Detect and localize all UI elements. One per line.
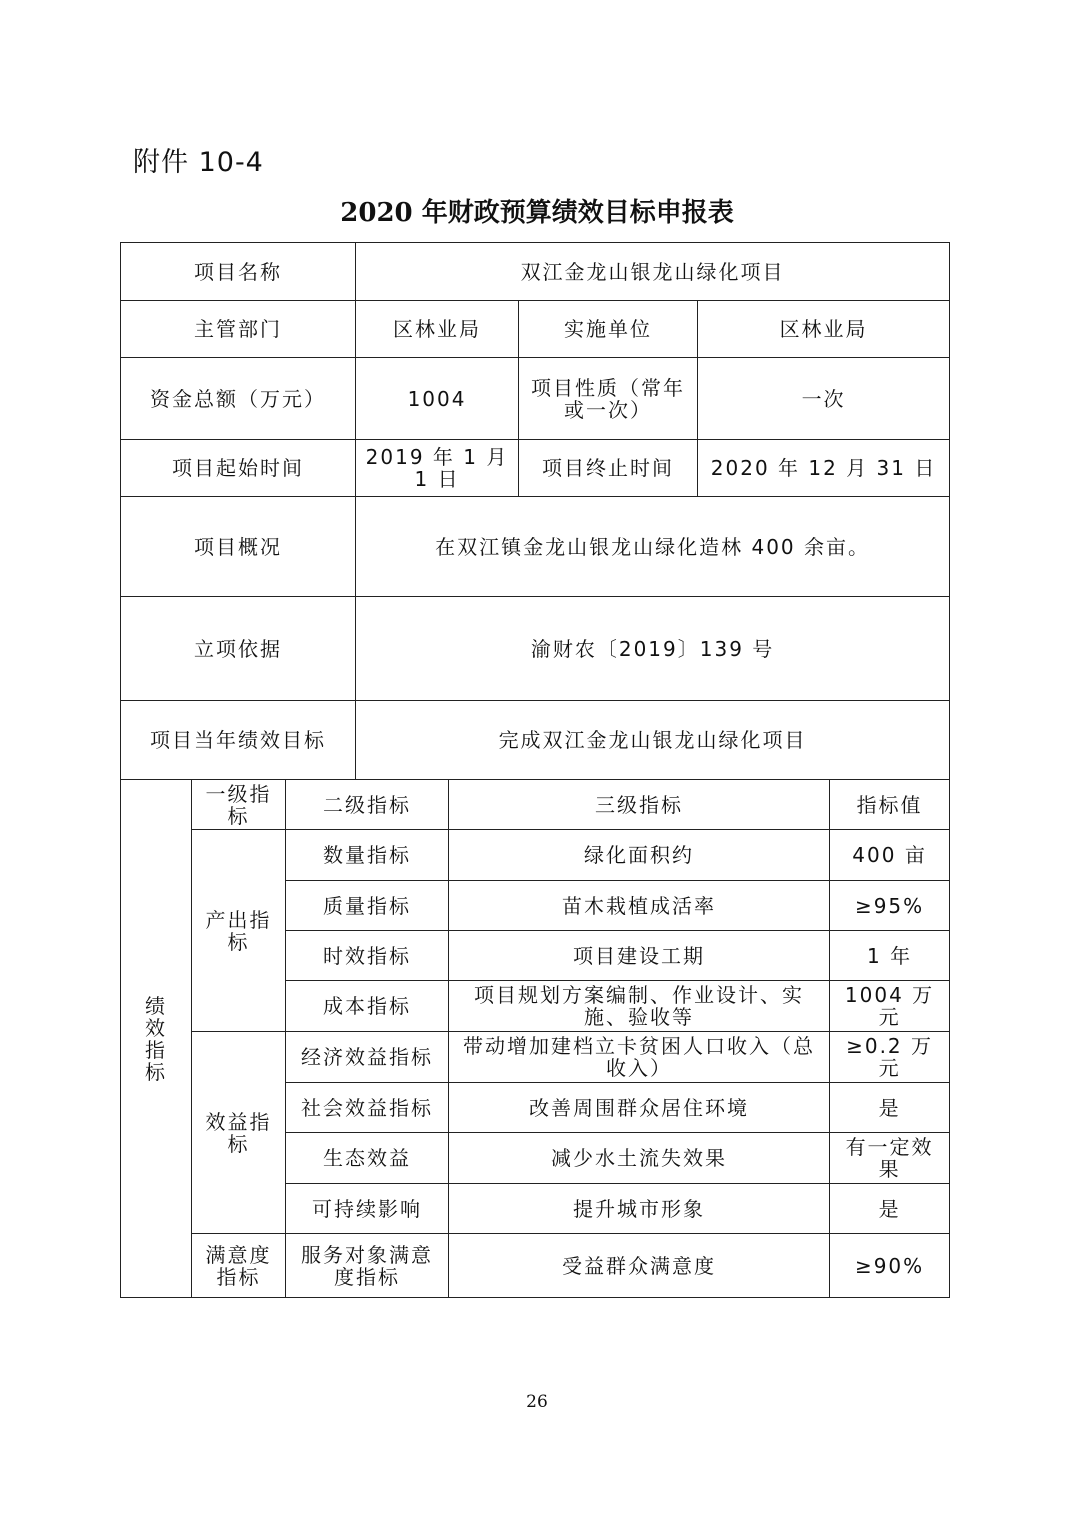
basis-value: 渝财农〔2019〕139 号 — [356, 597, 950, 701]
end-label: 项目终止时间 — [519, 440, 698, 497]
indicator-value: 是 — [830, 1083, 950, 1133]
indicator-l3: 项目建设工期 — [449, 931, 830, 981]
head-level2: 二级指标 — [286, 780, 449, 830]
group-name: 产出指标 — [192, 830, 286, 1032]
nature-value: 一次 — [698, 358, 950, 440]
attachment-label: 附件 10-4 — [133, 147, 264, 178]
group-name: 效益指标 — [192, 1032, 286, 1234]
indicator-l2: 社会效益指标 — [286, 1083, 449, 1133]
indicator-l2: 时效指标 — [286, 931, 449, 981]
performance-goal-form — [120, 242, 950, 1298]
basis-label: 立项依据 — [121, 597, 356, 701]
fund-value: 1004 — [356, 358, 519, 440]
project-name-value: 双江金龙山银龙山绿化项目 — [356, 243, 950, 301]
indicator-value: 1 年 — [830, 931, 950, 981]
overview-value: 在双江镇金龙山银龙山绿化造林 400 余亩。 — [356, 497, 950, 597]
document-title: 2020 年财政预算绩效目标申报表 — [340, 198, 734, 228]
indicator-l3: 苗木栽植成活率 — [449, 881, 830, 931]
indicator-value: ≥90% — [830, 1234, 950, 1298]
indicator-l3: 改善周围群众居住环境 — [449, 1083, 830, 1133]
indicator-value: 是 — [830, 1184, 950, 1234]
head-value: 指标值 — [830, 780, 950, 830]
indicator-l3: 受益群众满意度 — [449, 1234, 830, 1298]
indicator-l2: 服务对象满意度指标 — [286, 1234, 449, 1298]
indicator-l2: 数量指标 — [286, 830, 449, 881]
indicator-l3: 提升城市形象 — [449, 1184, 830, 1234]
goal-label: 项目当年绩效目标 — [121, 701, 356, 780]
indicator-l2: 质量指标 — [286, 881, 449, 931]
end-value: 2020 年 12 月 31 日 — [698, 440, 950, 497]
start-label: 项目起始时间 — [121, 440, 356, 497]
group-name: 满意度指标 — [192, 1234, 286, 1298]
dept-value: 区林业局 — [356, 301, 519, 358]
indicator-l3: 项目规划方案编制、作业设计、实施、验收等 — [449, 981, 830, 1032]
indicator-value: ≥0.2 万元 — [830, 1032, 950, 1083]
indicator-l2: 生态效益 — [286, 1133, 449, 1184]
head-level1: 一级指标 — [192, 780, 286, 830]
fund-label: 资金总额（万元） — [121, 358, 356, 440]
nature-label: 项目性质（常年或一次） — [519, 358, 698, 440]
start-value: 2019 年 1 月 1 日 — [356, 440, 519, 497]
indicator-l3: 绿化面积约 — [449, 830, 830, 881]
project-name-label: 项目名称 — [121, 243, 356, 301]
indicator-section-text: 绩 效 指 标 — [145, 993, 167, 1084]
head-level3: 三级指标 — [449, 780, 830, 830]
page-number: 26 — [526, 1392, 548, 1412]
indicator-l3: 减少水土流失效果 — [449, 1133, 830, 1184]
impl-value: 区林业局 — [698, 301, 950, 358]
indicator-section-label — [121, 780, 192, 1298]
overview-label: 项目概况 — [121, 497, 356, 597]
dept-label: 主管部门 — [121, 301, 356, 358]
indicator-l2: 成本指标 — [286, 981, 449, 1032]
indicator-value: 有一定效果 — [830, 1133, 950, 1184]
indicator-value: 1004 万元 — [830, 981, 950, 1032]
indicator-value: 400 亩 — [830, 830, 950, 881]
indicator-l2: 可持续影响 — [286, 1184, 449, 1234]
impl-label: 实施单位 — [519, 301, 698, 358]
indicator-value: ≥95% — [830, 881, 950, 931]
indicator-l3: 带动增加建档立卡贫困人口收入（总收入） — [449, 1032, 830, 1083]
indicator-l2: 经济效益指标 — [286, 1032, 449, 1083]
goal-value: 完成双江金龙山银龙山绿化项目 — [356, 701, 950, 780]
